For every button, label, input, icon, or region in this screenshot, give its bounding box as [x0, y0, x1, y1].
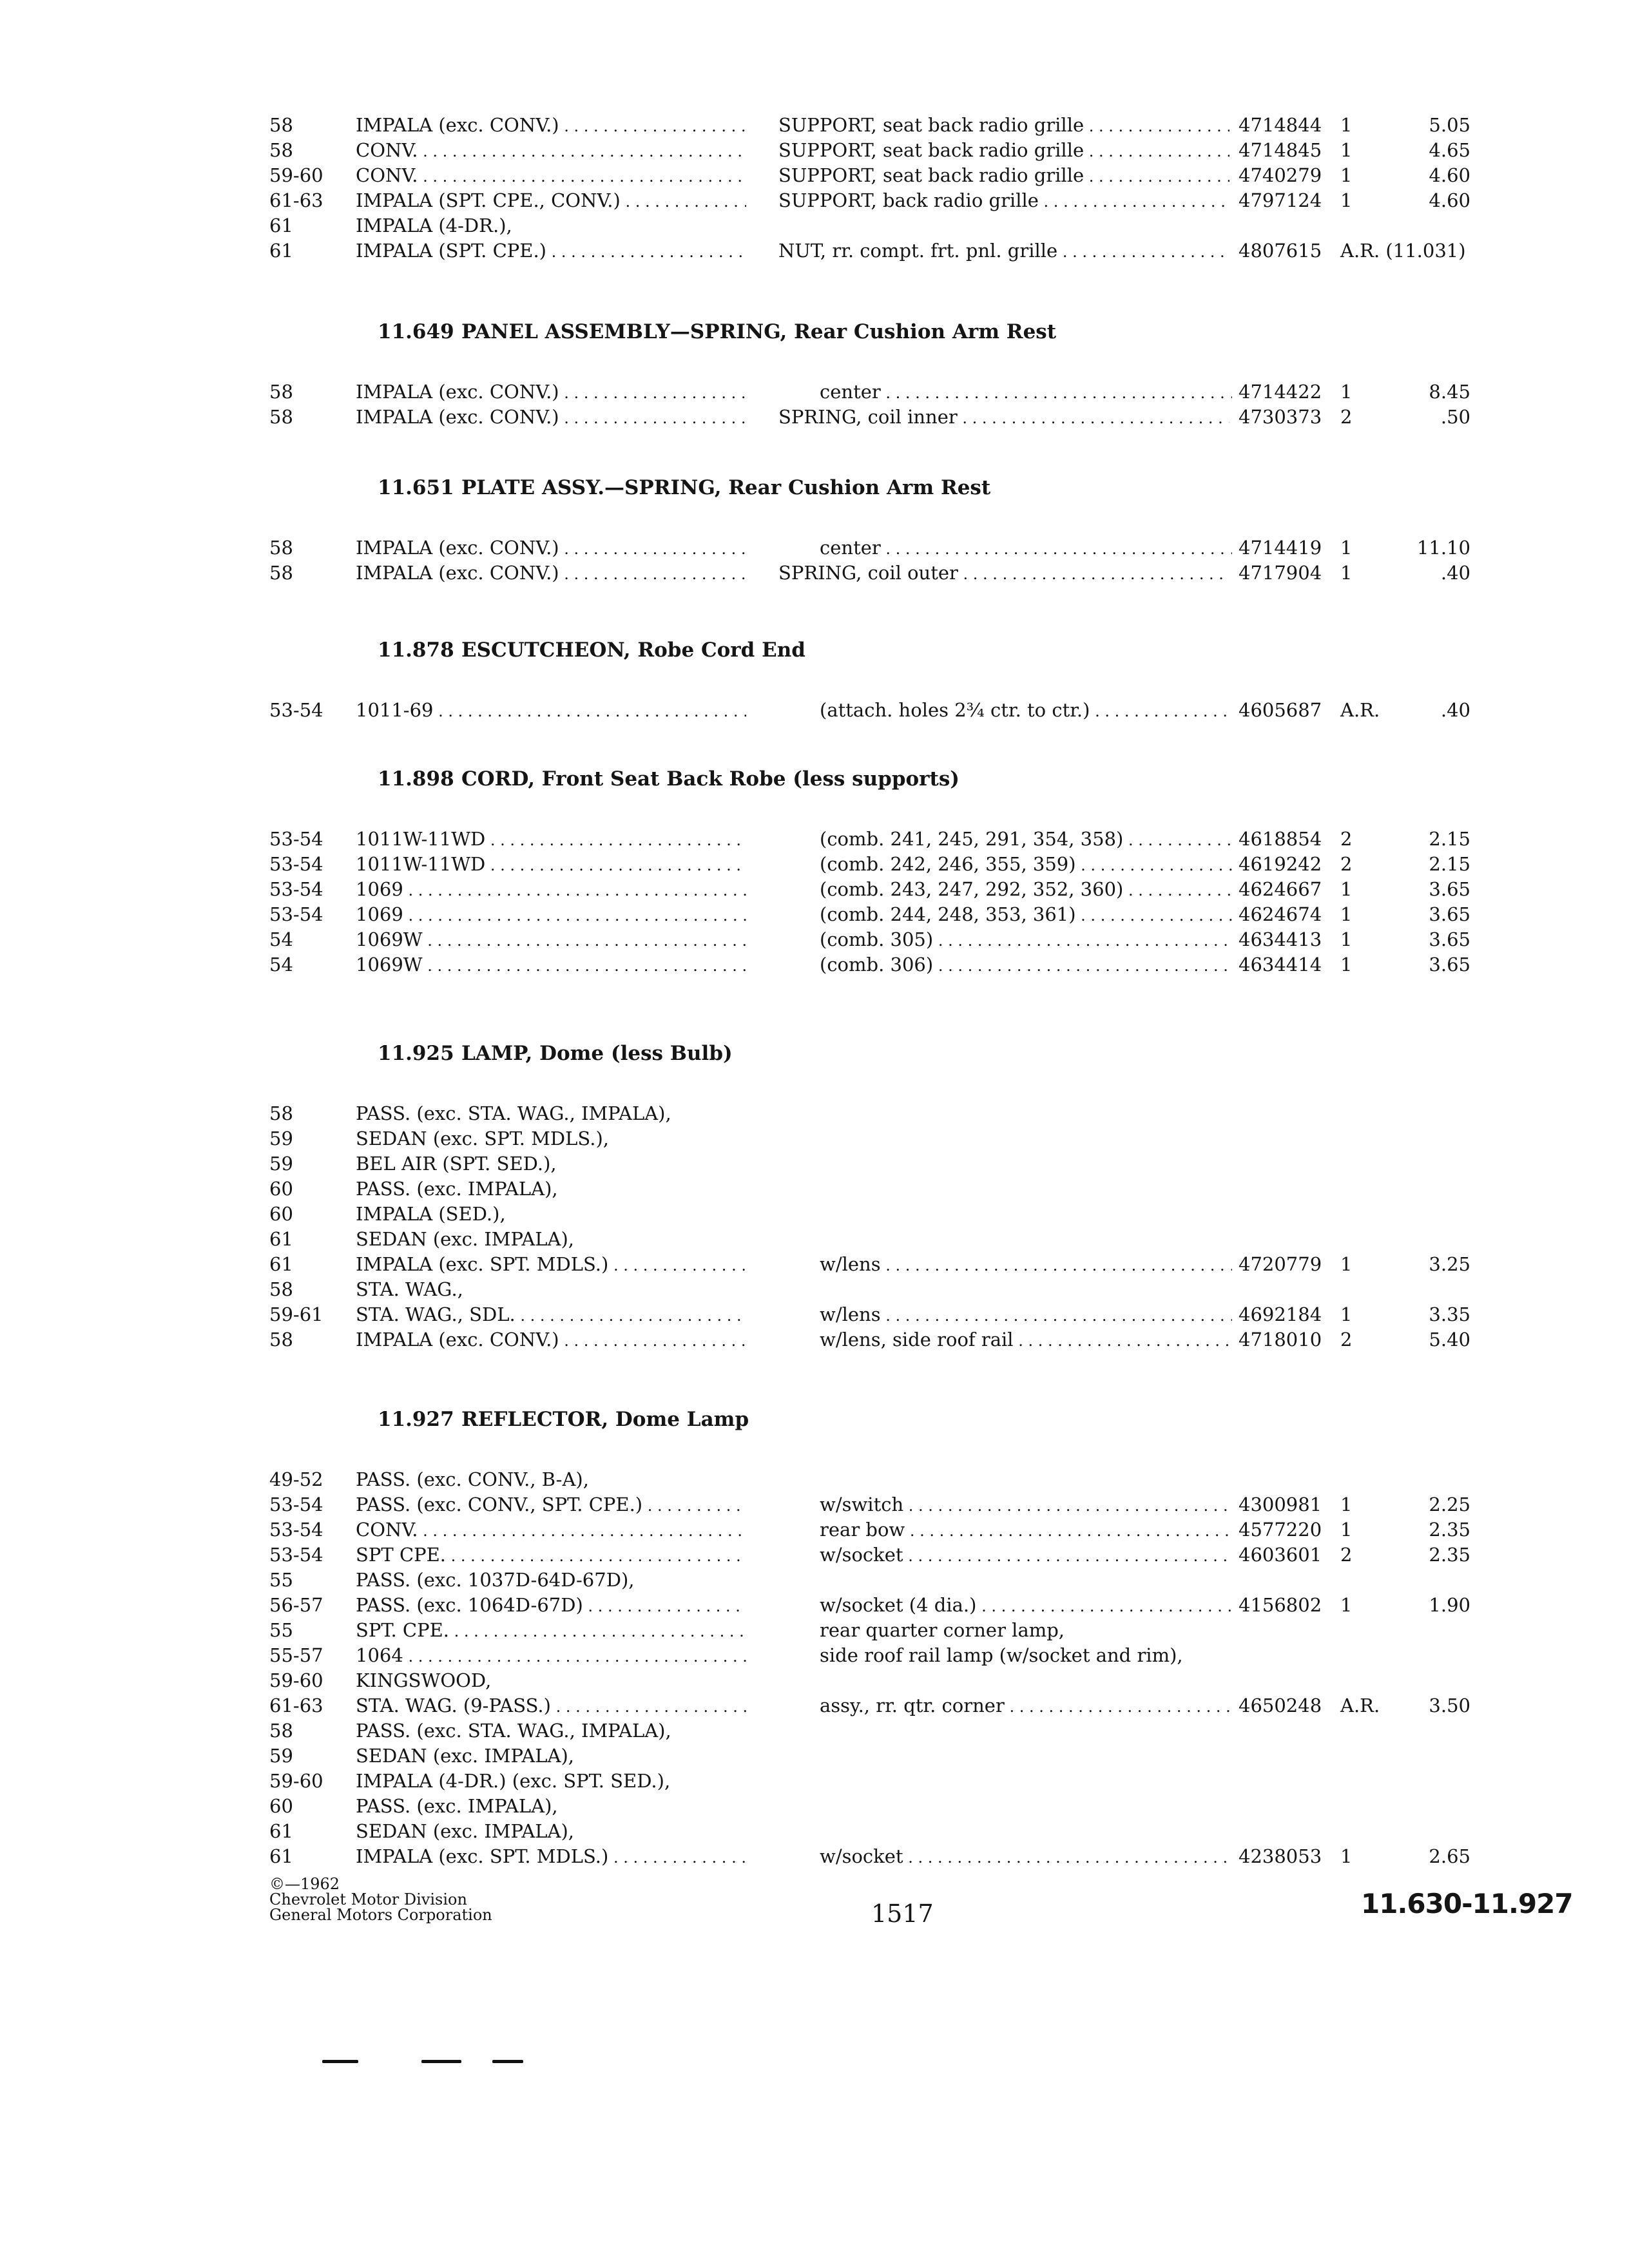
quantity-cell: 1 [1340, 1519, 1353, 1541]
year-cell: 60 [269, 1795, 293, 1817]
year-cell: 58 [269, 114, 293, 136]
year-cell: 58 [269, 406, 293, 428]
page-number: 1517 [871, 1899, 934, 1928]
table-row [0, 950, 1629, 979]
table-row [0, 161, 1629, 189]
model-cell: 1064 . . . [356, 1641, 746, 1671]
table-row [0, 1124, 1629, 1153]
table-row [0, 378, 1629, 406]
year-cell: 58 [269, 1720, 293, 1742]
part-number-cell: 4634414 [1239, 954, 1322, 975]
model-cell: STA. WAG., SDL. . . . [356, 1300, 746, 1330]
table-row [0, 1300, 1629, 1329]
model-cell: 1011W-11WD . . . [356, 850, 746, 879]
quantity-cell: 2 [1340, 406, 1353, 428]
description-cell: (comb. 244, 248, 353, 361) . . . [820, 900, 1232, 930]
part-number-cell: 4577220 [1239, 1519, 1322, 1541]
table-row [0, 1515, 1629, 1544]
table-row [0, 1149, 1629, 1178]
quantity-cell: 1 [1340, 1845, 1353, 1867]
price-cell: 5.40 [1429, 1329, 1470, 1350]
year-cell: 56-57 [269, 1594, 323, 1616]
section-number: 11.927 [378, 1408, 454, 1431]
section-number: 11.898 [378, 767, 454, 791]
table-row [0, 1566, 1629, 1594]
year-cell: 59-61 [269, 1303, 323, 1325]
price-cell: 2.15 [1429, 853, 1470, 875]
price-cell: 3.65 [1429, 928, 1470, 950]
quantity-cell: 1 [1340, 1594, 1353, 1616]
model-cell: 1069W . . . [356, 950, 746, 980]
year-cell: 53-54 [269, 699, 323, 721]
year-cell: 61 [269, 215, 293, 236]
year-cell: 53-54 [269, 878, 323, 900]
part-number-cell: 4156802 [1239, 1594, 1322, 1616]
description-cell: SUPPORT, seat back radio grille . . . [778, 136, 1229, 166]
year-cell: 60 [269, 1178, 293, 1200]
part-number-cell: 4624674 [1239, 903, 1322, 925]
year-cell: 59 [269, 1153, 293, 1175]
model-cell: 1011W-11WD . . . [356, 825, 746, 854]
quantity-cell: 1 [1340, 1494, 1353, 1515]
table-row [0, 1742, 1629, 1770]
table-row [0, 1175, 1629, 1203]
part-number-cell: 4618854 [1239, 828, 1322, 850]
year-cell: 53-54 [269, 853, 323, 875]
quantity-cell: 1 [1340, 381, 1353, 403]
scan-mark [492, 2060, 523, 2063]
table-row [0, 1275, 1629, 1303]
price-cell: .40 [1440, 562, 1470, 584]
price-cell: 4.60 [1429, 164, 1470, 186]
table-row [0, 1691, 1629, 1720]
table-row [0, 925, 1629, 954]
part-number-cell: 4714419 [1239, 537, 1322, 559]
description-cell: rear quarter corner lamp, [820, 1619, 1065, 1641]
part-number-cell: 4714422 [1239, 381, 1322, 403]
price-cell: 2.15 [1429, 828, 1470, 850]
table-row [0, 1541, 1629, 1569]
model-cell: IMPALA (exc. CONV.) . . . [356, 559, 746, 588]
part-number-cell: 4624667 [1239, 878, 1322, 900]
quantity-cell: 1 [1340, 903, 1353, 925]
year-cell: 61 [269, 1253, 293, 1275]
year-cell: 61 [269, 1228, 293, 1250]
table-row [0, 1792, 1629, 1820]
description-cell: w/socket . . . [820, 1541, 1232, 1570]
description-cell: center . . . [820, 533, 1232, 563]
description-cell: SUPPORT, back radio grille . . . [778, 186, 1229, 216]
part-number-cell: 4603601 [1239, 1544, 1322, 1566]
table-row [0, 1225, 1629, 1253]
model-cell: 1069 . . . [356, 900, 746, 930]
table-row [0, 1842, 1629, 1870]
year-cell: 49-52 [269, 1468, 323, 1490]
price-cell: 4.65 [1429, 139, 1470, 161]
section-title: PLATE ASSY.—SPRING, Rear Cushion Arm Rest [461, 476, 991, 499]
description-cell: (comb. 306) . . . [820, 950, 1232, 980]
year-cell: 58 [269, 1102, 293, 1124]
part-number-cell: 4634413 [1239, 928, 1322, 950]
year-cell: 59-60 [269, 1770, 323, 1792]
table-row [0, 1200, 1629, 1228]
year-cell: 60 [269, 1203, 293, 1225]
year-cell: 61 [269, 1820, 293, 1842]
model-cell: STA. WAG. (9-PASS.) . . . [356, 1691, 746, 1721]
price-cell: 2.35 [1429, 1544, 1470, 1566]
model-cell: 1069W . . . [356, 925, 746, 955]
year-cell: 59 [269, 1128, 293, 1149]
table-row [0, 825, 1629, 853]
table-row [0, 111, 1629, 139]
footer-division: Chevrolet Motor Division [269, 1890, 467, 1908]
model-cell: IMPALA (SED.), [356, 1203, 506, 1225]
model-cell: 1069 . . . [356, 875, 746, 905]
part-number-cell: 4714845 [1239, 139, 1322, 161]
description-cell: center . . . [820, 378, 1232, 407]
year-cell: 58 [269, 381, 293, 403]
description-cell: side roof rail lamp (w/socket and rim), [820, 1644, 1183, 1666]
model-cell: SPT. CPE. . . . [356, 1616, 746, 1646]
price-cell: 3.35 [1429, 1303, 1470, 1325]
part-number-cell: 4605687 [1239, 699, 1322, 721]
quantity-cell: 2 [1340, 828, 1353, 850]
quantity-cell: A.R. [1340, 699, 1380, 721]
quantity-cell: 1 [1340, 562, 1353, 584]
model-cell: PASS. (exc. IMPALA), [356, 1795, 558, 1817]
model-cell: IMPALA (exc. SPT. MDLS.) . . . [356, 1250, 746, 1280]
model-cell: IMPALA (SPT. CPE., CONV.) . . . [356, 186, 746, 216]
quantity-cell: 1 [1340, 1253, 1353, 1275]
quantity-cell: A.R. (11.031) [1340, 240, 1466, 262]
table-row [0, 136, 1629, 164]
table-row [0, 1490, 1629, 1519]
year-cell: 58 [269, 537, 293, 559]
quantity-cell: 1 [1340, 189, 1353, 211]
year-cell: 58 [269, 562, 293, 584]
quantity-cell: 1 [1340, 928, 1353, 950]
model-cell: PASS. (exc. IMPALA), [356, 1178, 558, 1200]
model-cell: IMPALA (4-DR.) (exc. SPT. SED.), [356, 1770, 671, 1792]
year-cell: 59 [269, 1745, 293, 1767]
model-cell: IMPALA (exc. CONV.) . . . [356, 1325, 746, 1355]
year-cell: 53-54 [269, 828, 323, 850]
model-cell: CONV. . . . [356, 161, 746, 191]
table-row [0, 1817, 1629, 1845]
description-cell: w/lens, side roof rail . . . [820, 1325, 1232, 1355]
table-row [0, 533, 1629, 562]
part-number-cell: 4238053 [1239, 1845, 1322, 1867]
footer-corporation: General Motors Corporation [269, 1906, 492, 1924]
description-cell: SPRING, coil outer . . . [778, 559, 1229, 588]
quantity-cell: 2 [1340, 1544, 1353, 1566]
table-row [0, 850, 1629, 878]
section-title: REFLECTOR, Dome Lamp [461, 1408, 749, 1431]
price-cell: 4.60 [1429, 189, 1470, 211]
table-row [0, 236, 1629, 265]
section-title: PANEL ASSEMBLY—SPRING, Rear Cushion Arm Rest [461, 320, 1057, 343]
footer-copyright: ©—1962 [269, 1875, 340, 1893]
price-cell: .40 [1440, 699, 1470, 721]
description-cell: (attach. holes 2¾ ctr. to ctr.) . . . [820, 696, 1232, 726]
table-row [0, 1465, 1629, 1494]
year-cell: 61 [269, 1845, 293, 1867]
model-cell: CONV. . . . [356, 1515, 746, 1545]
description-cell: w/socket . . . [820, 1842, 1232, 1872]
model-cell: PASS. (exc. CONV., B-A), [356, 1468, 589, 1490]
section-number: 11.925 [378, 1042, 454, 1065]
part-number-cell: 4692184 [1239, 1303, 1322, 1325]
year-cell: 58 [269, 139, 293, 161]
model-cell: BEL AIR (SPT. SED.), [356, 1153, 557, 1175]
table-row [0, 1641, 1629, 1669]
model-cell: PASS. (exc. STA. WAG., IMPALA), [356, 1720, 671, 1742]
page-range: 11.630-11.927 [1361, 1888, 1573, 1919]
scan-mark [421, 2060, 461, 2063]
model-cell: IMPALA (exc. CONV.) . . . [356, 403, 746, 432]
price-cell: 3.65 [1429, 954, 1470, 975]
price-cell: 3.65 [1429, 903, 1470, 925]
table-row [0, 1099, 1629, 1128]
quantity-cell: 1 [1340, 164, 1353, 186]
year-cell: 58 [269, 1329, 293, 1350]
description-cell: (comb. 305) . . . [820, 925, 1232, 955]
description-cell: (comb. 242, 246, 355, 359) . . . [820, 850, 1232, 879]
description-cell: w/lens . . . [820, 1300, 1232, 1330]
price-cell: 2.25 [1429, 1494, 1470, 1515]
description-cell: w/lens . . . [820, 1250, 1232, 1280]
table-row [0, 1767, 1629, 1795]
quantity-cell: 1 [1340, 537, 1353, 559]
year-cell: 59-60 [269, 164, 323, 186]
year-cell: 61-63 [269, 1695, 323, 1716]
section-title: CORD, Front Seat Back Robe (less supports) [461, 767, 959, 791]
model-cell: PASS. (exc. 1037D-64D-67D), [356, 1569, 635, 1591]
description-cell: SUPPORT, seat back radio grille . . . [778, 111, 1229, 140]
part-number-cell: 4730373 [1239, 406, 1322, 428]
part-number-cell: 4718010 [1239, 1329, 1322, 1350]
year-cell: 54 [269, 954, 293, 975]
table-row [0, 1666, 1629, 1695]
quantity-cell: 2 [1340, 853, 1353, 875]
model-cell: SEDAN (exc. IMPALA), [356, 1820, 575, 1842]
quantity-cell: A.R. [1340, 1695, 1380, 1716]
table-row [0, 1250, 1629, 1278]
table-row [0, 211, 1629, 240]
year-cell: 54 [269, 928, 293, 950]
part-number-cell: 4650248 [1239, 1695, 1322, 1716]
price-cell: 2.65 [1429, 1845, 1470, 1867]
price-cell: 5.05 [1429, 114, 1470, 136]
year-cell: 53-54 [269, 1544, 323, 1566]
price-cell: 1.90 [1429, 1594, 1470, 1616]
table-row [0, 403, 1629, 431]
description-cell: w/switch . . . [820, 1490, 1232, 1520]
table-row [0, 1716, 1629, 1745]
price-cell: 3.50 [1429, 1695, 1470, 1716]
description-cell: NUT, rr. compt. frt. pnl. grille . . . [778, 236, 1229, 266]
section-title: ESCUTCHEON, Robe Cord End [461, 639, 805, 662]
year-cell: 53-54 [269, 1494, 323, 1515]
part-number-cell: 4720779 [1239, 1253, 1322, 1275]
quantity-cell: 1 [1340, 139, 1353, 161]
price-cell: 3.65 [1429, 878, 1470, 900]
price-cell: .50 [1440, 406, 1470, 428]
table-row [0, 186, 1629, 215]
year-cell: 53-54 [269, 1519, 323, 1541]
description-cell: SPRING, coil inner . . . [778, 403, 1229, 432]
year-cell: 59-60 [269, 1669, 323, 1691]
table-row [0, 1591, 1629, 1619]
model-cell: IMPALA (exc. CONV.) . . . [356, 111, 746, 140]
quantity-cell: 1 [1340, 1303, 1353, 1325]
part-number-cell: 4717904 [1239, 562, 1322, 584]
part-number-cell: 4740279 [1239, 164, 1322, 186]
year-cell: 61 [269, 240, 293, 262]
model-cell: PASS. (exc. CONV., SPT. CPE.) . . . [356, 1490, 746, 1520]
table-row [0, 1616, 1629, 1644]
section-number: 11.649 [378, 320, 454, 343]
part-number-cell: 4619242 [1239, 853, 1322, 875]
price-cell: 8.45 [1429, 381, 1470, 403]
model-cell: IMPALA (exc. SPT. MDLS.) . . . [356, 1842, 746, 1872]
year-cell: 55-57 [269, 1644, 323, 1666]
table-row [0, 1325, 1629, 1354]
model-cell: SEDAN (exc. SPT. MDLS.), [356, 1128, 610, 1149]
quantity-cell: 1 [1340, 954, 1353, 975]
year-cell: 53-54 [269, 903, 323, 925]
price-cell: 11.10 [1416, 537, 1470, 559]
section-number: 11.878 [378, 639, 454, 662]
model-cell: IMPALA (SPT. CPE.) . . . [356, 236, 746, 266]
model-cell: IMPALA (exc. CONV.) . . . [356, 533, 746, 563]
price-cell: 3.25 [1429, 1253, 1470, 1275]
description-cell: assy., rr. qtr. corner . . . [820, 1691, 1232, 1721]
price-cell: 2.35 [1429, 1519, 1470, 1541]
section-number: 11.651 [378, 476, 454, 499]
model-cell: 1011-69 . . . [356, 696, 746, 726]
section-title: LAMP, Dome (less Bulb) [461, 1042, 733, 1065]
model-cell: SEDAN (exc. IMPALA), [356, 1228, 575, 1250]
description-cell: (comb. 241, 245, 291, 354, 358) . . . [820, 825, 1232, 854]
description-cell: (comb. 243, 247, 292, 352, 360) . . . [820, 875, 1232, 905]
quantity-cell: 1 [1340, 114, 1353, 136]
model-cell: IMPALA (exc. CONV.) . . . [356, 378, 746, 407]
description-cell: SUPPORT, seat back radio grille . . . [778, 161, 1229, 191]
table-row [0, 696, 1629, 724]
part-number-cell: 4797124 [1239, 189, 1322, 211]
model-cell: SPT CPE. . . . [356, 1541, 746, 1570]
scan-mark [322, 2060, 358, 2063]
description-cell: w/socket (4 dia.) . . . [820, 1591, 1232, 1620]
year-cell: 58 [269, 1278, 293, 1300]
table-row [0, 900, 1629, 928]
table-row [0, 875, 1629, 903]
quantity-cell: 1 [1340, 878, 1353, 900]
model-cell: PASS. (exc. 1064D-67D) . . . [356, 1591, 746, 1620]
description-cell: rear bow . . . [820, 1515, 1232, 1545]
part-number-cell: 4714844 [1239, 114, 1322, 136]
part-number-cell: 4300981 [1239, 1494, 1322, 1515]
year-cell: 55 [269, 1619, 293, 1641]
year-cell: 61-63 [269, 189, 323, 211]
model-cell: KINGSWOOD, [356, 1669, 492, 1691]
year-cell: 55 [269, 1569, 293, 1591]
model-cell: IMPALA (4-DR.), [356, 215, 512, 236]
model-cell: PASS. (exc. STA. WAG., IMPALA), [356, 1102, 671, 1124]
model-cell: STA. WAG., [356, 1278, 463, 1300]
model-cell: CONV. . . . [356, 136, 746, 166]
quantity-cell: 2 [1340, 1329, 1353, 1350]
model-cell: SEDAN (exc. IMPALA), [356, 1745, 575, 1767]
part-number-cell: 4807615 [1239, 240, 1322, 262]
table-row [0, 559, 1629, 587]
